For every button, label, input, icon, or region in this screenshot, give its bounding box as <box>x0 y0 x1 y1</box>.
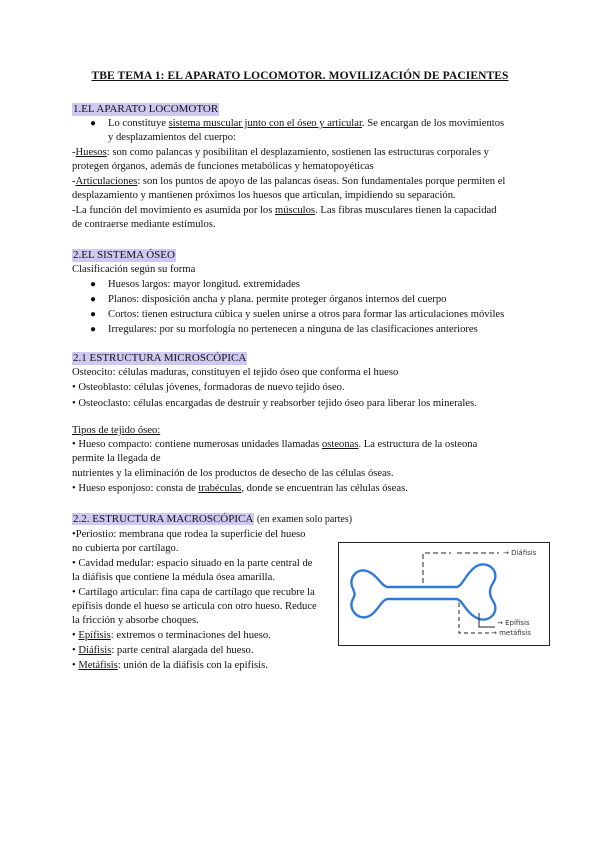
hueso-compacto-line <box>72 438 528 452</box>
hueso-compacto-line2: permite la llegada de <box>72 453 161 464</box>
macro-line: la fricción y absorbe choques. <box>72 615 199 626</box>
paragraph-musculos-line2: de contraerse mediante estímulos. <box>72 219 216 230</box>
list-item: Cortos: tienen estructura cúbica y suelen unirse a otros para formar las articulaciones móviles <box>108 309 505 320</box>
text-run: - <box>72 147 76 158</box>
clasificacion-label: Clasificación según su forma <box>72 264 196 275</box>
section-heading-estructura-macroscopica: 2.2. ESTRUCTURA MACROSCÓPICA <box>73 513 254 525</box>
text-run: - <box>72 176 76 187</box>
macro-line: epífisis donde el hueso se articula con otro hueso. Reduce <box>72 601 317 612</box>
osteocito-line: Osteocito: células maduras, constituyen el tejido óseo que conforma el hueso <box>72 367 399 378</box>
document-title: TBE TEMA 1: EL APARATO LOCOMOTOR. MOVILIZACIÓN DE PACIENTES <box>91 70 509 82</box>
text-run: : son los puntos de apoyo de las palancas óseas. Son fundamentales porque permiten el <box>137 176 506 187</box>
text-run: : son como palancas y posibilitan el desplazamiento, sostienen las estructuras corporales y <box>106 147 489 158</box>
text-run: Lo constituye <box>108 118 169 129</box>
bullet-dot: ● <box>90 279 97 290</box>
text-run: -La función del movimiento es asumida por los <box>72 205 276 216</box>
text-run: • Hueso esponjoso: consta de <box>72 483 199 494</box>
epifisis-line <box>72 629 332 643</box>
macro-line: • Cartílago articular: fina capa de cartílago que recubre la <box>72 587 315 598</box>
macro-line: la diáfisis que contiene la médula ósea amarilla. <box>72 572 275 583</box>
underlined-text: sistema muscular junto con el óseo y articular <box>168 118 362 129</box>
paragraph-musculos <box>72 204 528 218</box>
bullet-line <box>108 117 528 131</box>
underlined-text: Articulaciones <box>75 176 138 187</box>
list-item: Irregulares: por su morfología no pertenecen a ninguna de las clasificaciones anteriores <box>108 324 478 335</box>
macro-line: •Periostio: membrana que rodea la superficie del hueso <box>72 529 306 540</box>
section-heading-sistema-oseo: 2.EL SISTEMA ÓSEO <box>73 249 175 261</box>
bone-diagram <box>338 542 550 646</box>
underlined-text: osteonas <box>321 439 359 450</box>
paragraph-huesos <box>72 146 528 160</box>
paragraph-huesos-line2: protegen órganos, además de funciones metabólicas y hematopoyéticas <box>72 161 374 172</box>
metafisis-handwritten-label: → metáfisis <box>491 629 531 637</box>
paragraph-articulaciones-line2: desplazamiento y mantienen próximos los huesos que articulan, impidiendo su separación. <box>72 190 456 201</box>
section-heading-aparato-locomotor: 1.EL APARATO LOCOMOTOR <box>73 103 219 115</box>
text-run: . La estructura de la osteona <box>358 439 478 450</box>
text-run: , donde se encuentran las células óseas. <box>241 483 408 494</box>
text-run: • <box>72 645 79 656</box>
paragraph-articulaciones <box>72 175 528 189</box>
underlined-text: trabéculas <box>198 483 242 494</box>
hueso-esponjoso-line <box>72 482 528 496</box>
diafisis-line <box>72 644 332 658</box>
diafisis-leader <box>423 553 499 583</box>
hueso-compacto-line3: nutrientes y la eliminación de los productos de desecho de las células óseas. <box>72 468 394 479</box>
bullet-dot: ● <box>90 118 97 129</box>
metafisis-line <box>72 659 332 673</box>
diafisis-handwritten-label: → Diáfisis <box>503 549 537 557</box>
text-run: : unión de la diáfisis con la epífisis. <box>117 660 268 671</box>
osteoclasto-line: • Osteoclasto: células encargadas de destruir y reabsorber tejido óseo para liberar los minerales. <box>72 398 477 409</box>
underlined-text: Metáfisis <box>78 660 118 671</box>
macro-line: no cubierta por cartílago. <box>72 543 179 554</box>
text-run: : extremos o terminaciones del hueso. <box>110 630 271 641</box>
text-run: • <box>72 660 79 671</box>
heading-note: (en examen solo partes) <box>254 514 353 525</box>
macro-line: • Cavidad medular: espacio situado en la parte central de <box>72 558 313 569</box>
list-item: Huesos largos: mayor longitud. extremidades <box>108 279 300 290</box>
text-run: • Hueso compacto: contiene numerosas unidades llamadas <box>72 439 322 450</box>
bullet-dot: ● <box>90 309 97 320</box>
bullet-dot: ● <box>90 324 97 335</box>
underlined-text: Huesos <box>75 147 107 158</box>
epifisis-handwritten-label: → Epífisis <box>497 619 530 627</box>
bullet-dot: ● <box>90 294 97 305</box>
osteoblasto-line: • Osteoblasto: células jóvenes, formadoras de nuevo tejido óseo. <box>72 382 345 393</box>
text-run: . Las fibras musculares tienen la capacidad <box>315 205 497 216</box>
section-heading-estructura-macroscopica-row <box>72 513 528 527</box>
section-heading-estructura-microscopica: 2.1 ESTRUCTURA MICROSCÓPICA <box>73 352 247 364</box>
metafisis-leader <box>459 603 489 633</box>
underlined-text: Diáfisis <box>78 645 112 656</box>
bone-drawing <box>339 543 549 645</box>
underlined-text: músculos <box>275 205 316 216</box>
text-run: : parte central alargada del hueso. <box>111 645 254 656</box>
tipos-tejido-label: Tipos de tejido óseo: <box>72 425 161 436</box>
list-item: Planos: disposición ancha y plana. permite proteger órganos internos del cuerpo <box>108 294 447 305</box>
text-run: . Se encargan de los movimientos <box>361 118 505 129</box>
underlined-text: Epífisis <box>78 630 111 641</box>
bullet-line-2: y desplazamientos del cuerpo: <box>108 132 236 143</box>
text-run: • <box>72 630 79 641</box>
